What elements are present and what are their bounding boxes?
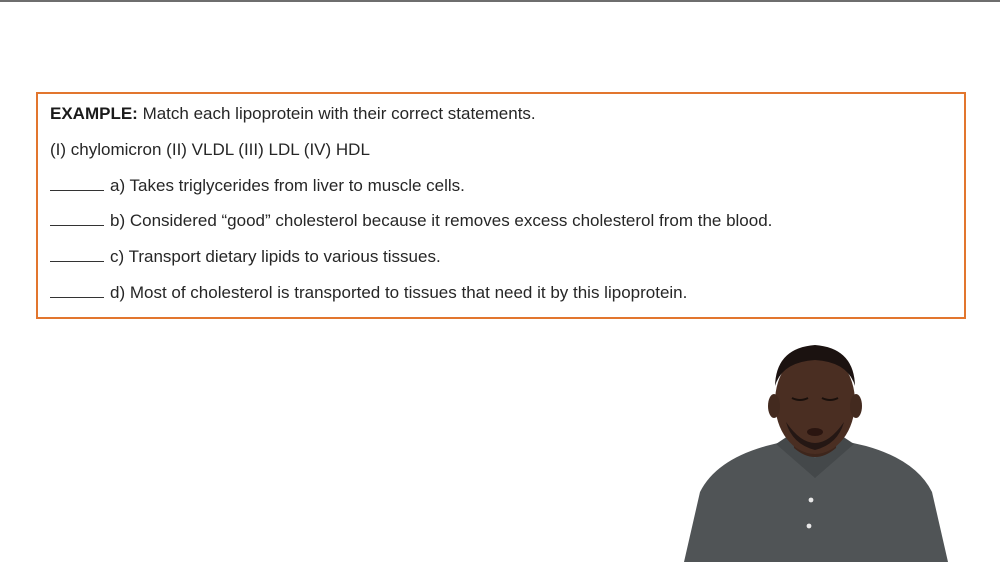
shirt-button bbox=[807, 524, 812, 529]
example-box bbox=[36, 92, 966, 319]
statement-c-text: c) Transport dietary lipids to various tissues. bbox=[110, 247, 441, 266]
shirt-button bbox=[809, 498, 814, 503]
statement-d-text: d) Most of cholesterol is transported to tissues that need it by this lipoprotein. bbox=[110, 283, 688, 302]
answer-blank-d[interactable] bbox=[50, 296, 104, 298]
presenter-video bbox=[670, 340, 960, 562]
answer-blank-b[interactable] bbox=[50, 224, 104, 226]
answer-blank-c[interactable] bbox=[50, 260, 104, 262]
statement-b-text: b) Considered “good” cholesterol because it removes excess cholesterol from the blood. bbox=[110, 211, 773, 230]
statement-a bbox=[50, 176, 465, 196]
top-divider bbox=[0, 0, 1000, 2]
lipoprotein-options: (I) chylomicron (II) VLDL (III) LDL (IV) HDL bbox=[50, 140, 370, 159]
statement-c bbox=[50, 247, 441, 267]
statement-b bbox=[50, 211, 772, 231]
statement-d bbox=[50, 283, 687, 303]
statement-a-text: a) Takes triglycerides from liver to muscle cells. bbox=[110, 176, 465, 195]
example-prompt bbox=[50, 104, 536, 124]
example-heading: EXAMPLE: bbox=[50, 104, 138, 123]
answer-blank-a[interactable] bbox=[50, 189, 104, 191]
example-instruction: Match each lipoprotein with their correct statements. bbox=[137, 104, 536, 123]
